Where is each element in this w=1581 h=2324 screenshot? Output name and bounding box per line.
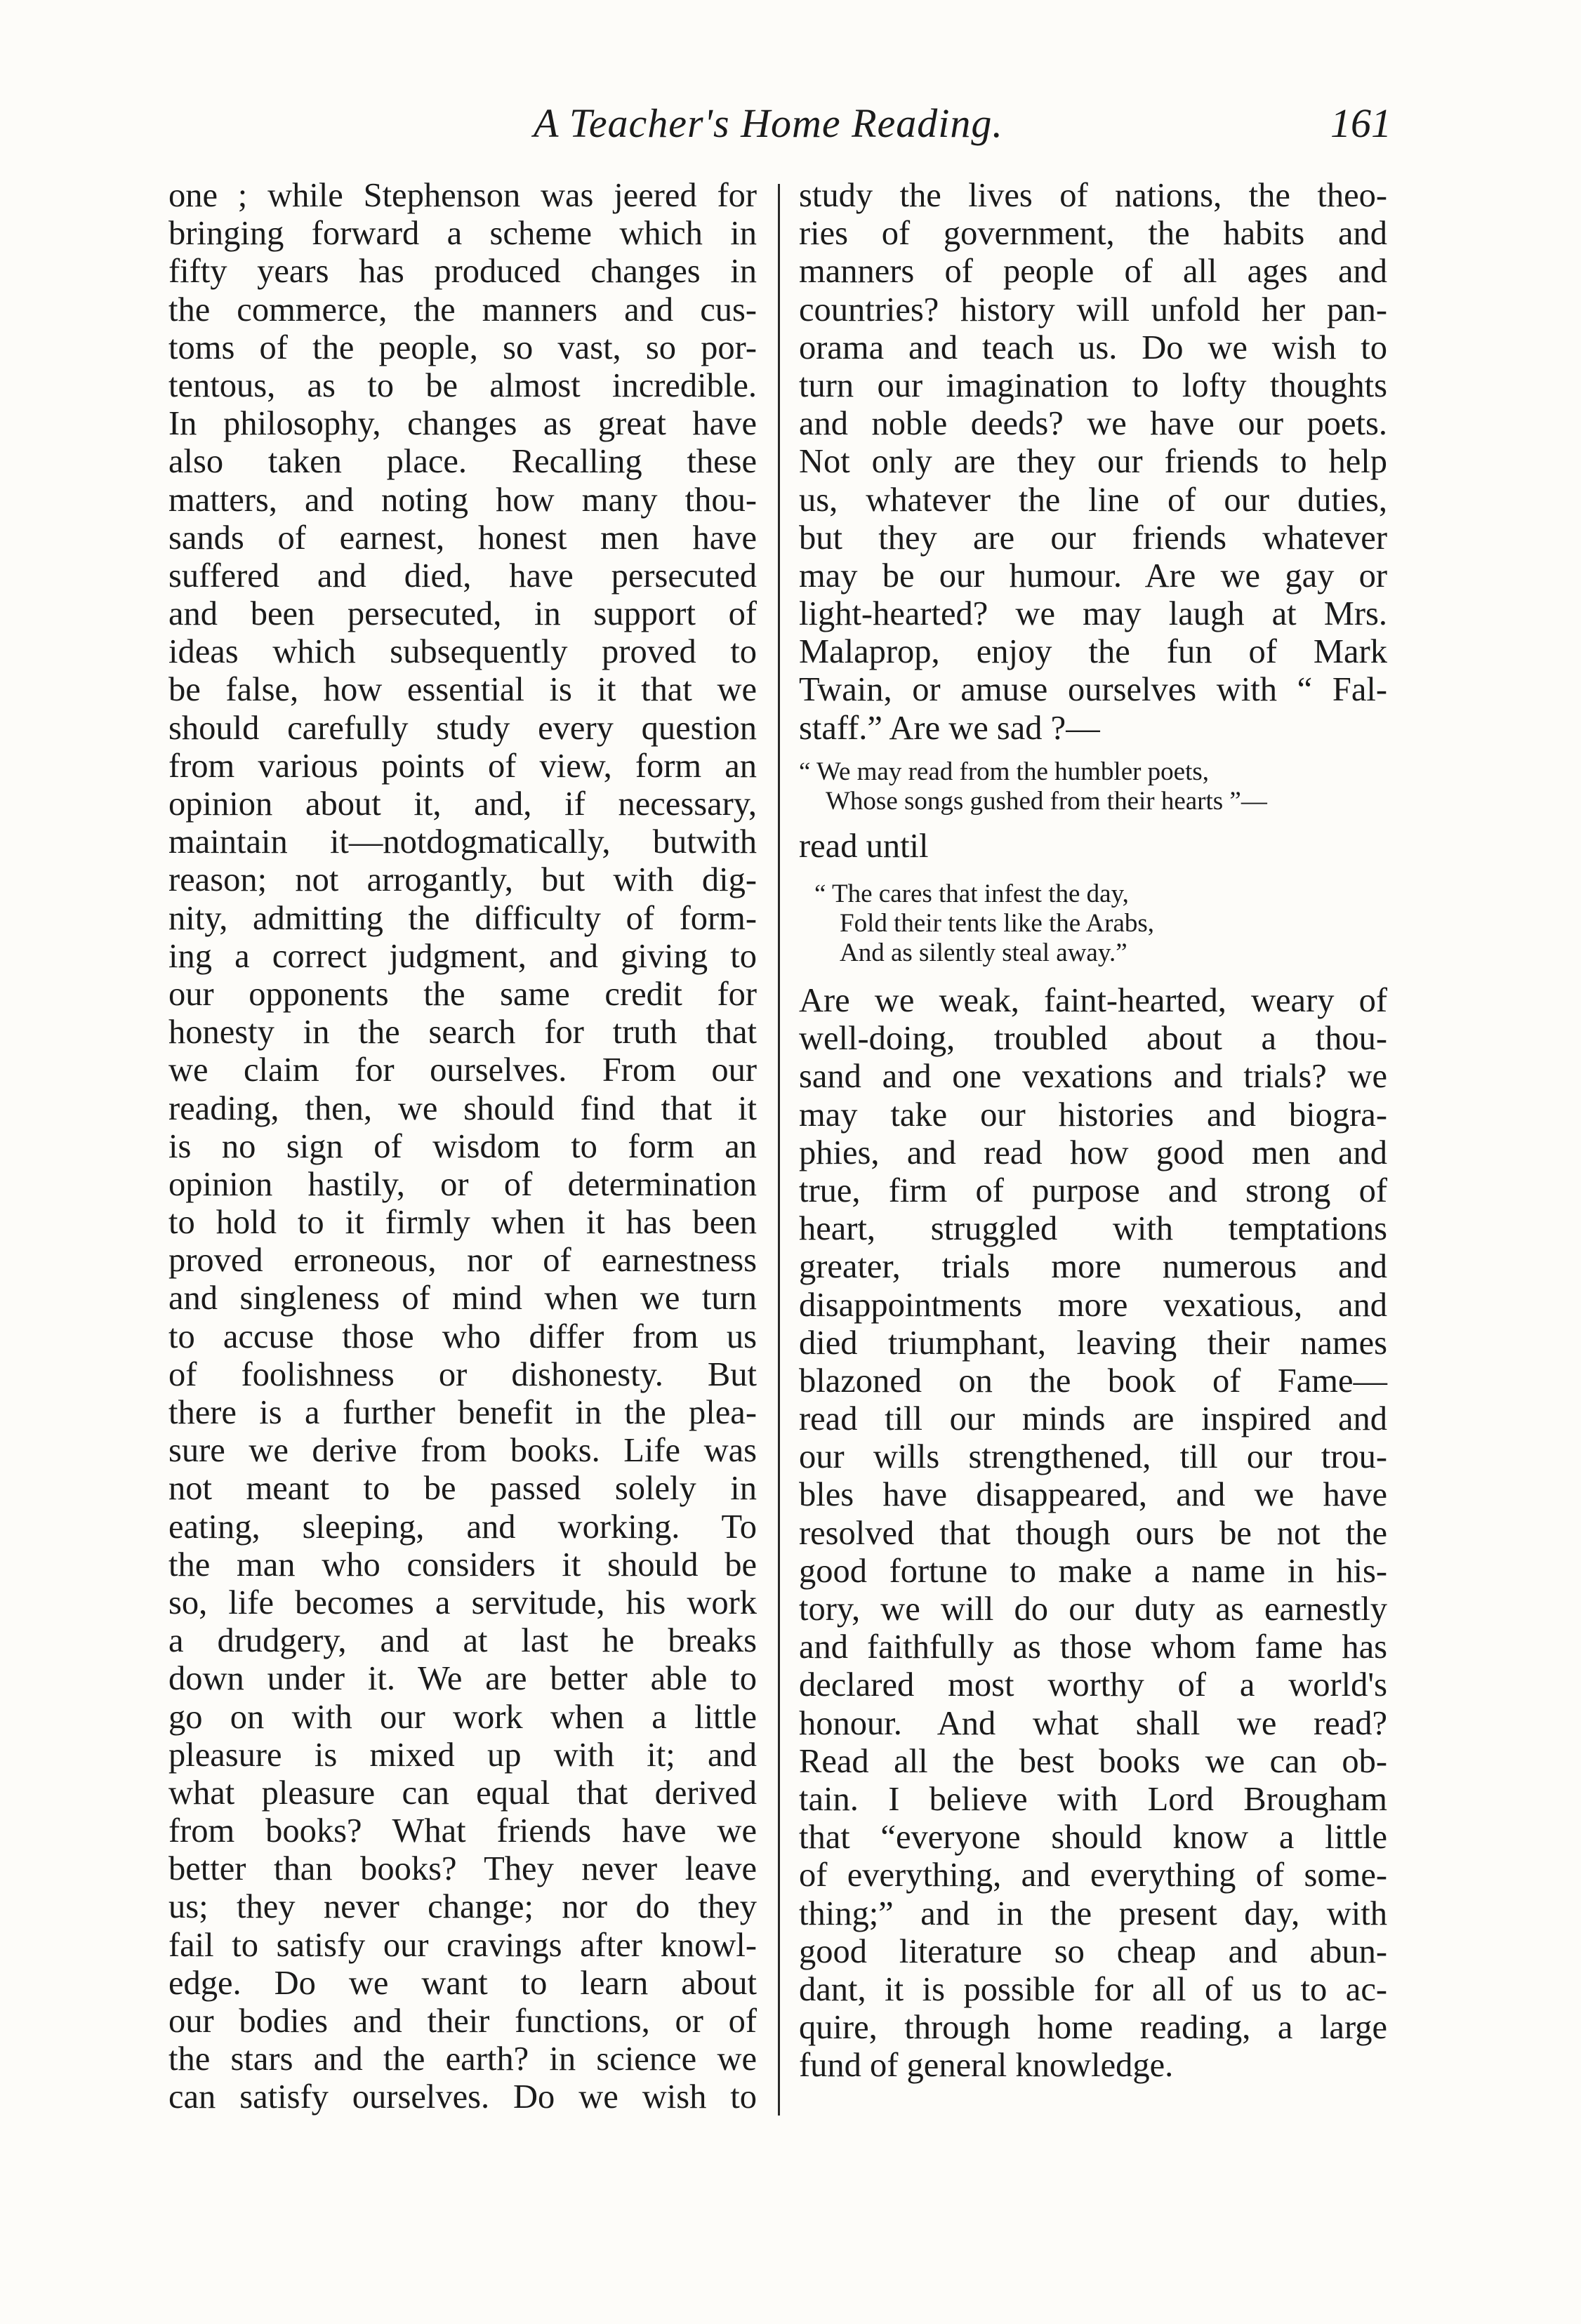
text-line: tain. I believe with Lord Brougham (799, 1780, 1387, 1818)
text-line: may be our humour. Are we gay or (799, 557, 1387, 595)
right-column (799, 177, 1387, 2085)
quote-line: “ We may read from the humbler poets, (799, 757, 1210, 786)
text-line: honour. And what shall we read? (799, 1704, 1387, 1742)
text-line: thing;” and in the present day, with (799, 1894, 1387, 1932)
text-line: bringing forward a scheme which in (168, 215, 757, 253)
text-line: well-doing, troubled about a thou- (799, 1020, 1387, 1058)
text-line: staff.” Are we sad ?— (799, 709, 1100, 747)
text-line: declared most worthy of a world's (799, 1666, 1387, 1704)
text-line: reading, then, we should find that it (168, 1089, 757, 1127)
text-line: phies, and read how good men and (799, 1134, 1387, 1171)
text-line: us; they never change; nor do they (168, 1888, 757, 1926)
text-line: of foolishness or dishonesty. But (168, 1355, 757, 1393)
text-line: a drudgery, and at last he breaks (168, 1622, 757, 1660)
text-line: reason; not arrogantly, but with dig- (168, 861, 757, 899)
text-line: read until (799, 827, 929, 865)
text-line: resolved that though ours be not the (799, 1514, 1387, 1552)
text-line: from various points of view, form an (168, 747, 757, 785)
left-column (168, 177, 757, 2117)
text-line: disappointments more vexatious, and (799, 1286, 1387, 1324)
text-line: us, whatever the line of our duties, (799, 481, 1387, 519)
text-line: not meant to be passed solely in (168, 1470, 757, 1508)
text-line: Twain, or amuse ourselves with “ Fal- (799, 671, 1387, 709)
text-line: matters, and noting how many thou- (168, 481, 757, 519)
text-line: blazoned on the book of Fame— (799, 1362, 1387, 1400)
text-line: we claim for ourselves. From our (168, 1051, 757, 1089)
text-line: study the lives of nations, the theo- (799, 177, 1387, 214)
text-line: Are we weak, faint-hearted, weary of (799, 982, 1387, 1019)
text-line: heart, struggled with temptations (799, 1210, 1387, 1248)
text-line: from books? What friends have we (168, 1812, 757, 1850)
text-line: honesty in the search for truth that (168, 1014, 757, 1051)
text-line: and been persecuted, in support of (168, 595, 757, 633)
text-line: our bodies and their functions, or of (168, 2003, 757, 2040)
running-title: A Teacher's Home Reading. (534, 100, 1003, 146)
text-line: is no sign of wisdom to form an (168, 1127, 757, 1165)
text-line: better than books? They never leave (168, 1850, 757, 1888)
text-line: ing a correct judgment, and giving to (168, 937, 757, 975)
text-line: suffered and died, have persecuted (168, 557, 757, 595)
text-line: our wills strengthened, till our trou- (799, 1438, 1387, 1476)
text-line: proved erroneous, nor of earnestness (168, 1242, 757, 1280)
page-number: 161 (1330, 100, 1391, 146)
text-line: orama and teach us. Do we wish to (799, 328, 1387, 366)
text-line: pleasure is mixed up with it; and (168, 1736, 757, 1774)
text-line: fifty years has produced changes in (168, 253, 757, 291)
text-line: true, firm of purpose and strong of (799, 1171, 1387, 1209)
text-line: tory, we will do our duty as earnestly (799, 1591, 1387, 1628)
text-line: nity, admitting the difficulty of form- (168, 899, 757, 937)
quote-line: Fold their tents like the Arabs, (840, 909, 1155, 938)
text-line: should carefully study every question (168, 709, 757, 747)
text-line: good literature so cheap and abun- (799, 1932, 1387, 1970)
text-line: be false, how essential is it that we (168, 671, 757, 709)
text-line: the man who considers it should be (168, 1546, 757, 1583)
text-line: can satisfy ourselves. Do we wish to (168, 2078, 757, 2116)
text-line: so, life becomes a servitude, his work (168, 1583, 757, 1621)
text-line: fail to satisfy our cravings after knowl- (168, 1926, 757, 1964)
text-line: manners of people of all ages and (799, 253, 1387, 291)
text-line: read till our minds are inspired and (799, 1400, 1387, 1438)
text-line: tentous, as to be almost incredible. (168, 366, 757, 404)
text-line: quire, through home reading, a large (799, 2009, 1387, 2047)
text-line: sand and one vexations and trials? we (799, 1058, 1387, 1096)
text-line: the stars and the earth? in science we (168, 2040, 757, 2078)
text-line: ideas which subsequently proved to (168, 633, 757, 671)
text-line: may take our histories and biogra- (799, 1096, 1387, 1134)
text-line: and faithfully as those whom fame has (799, 1628, 1387, 1666)
text-line: to hold to it firmly when it has been (168, 1204, 757, 1242)
text-line: eating, sleeping, and working. To (168, 1508, 757, 1546)
text-line: to accuse those who differ from us (168, 1317, 757, 1355)
text-line: our opponents the same credit for (168, 975, 757, 1013)
text-line: and noble deeds? we have our poets. (799, 405, 1387, 443)
text-line: there is a further benefit in the plea- (168, 1394, 757, 1431)
text-line: Read all the best books we can ob- (799, 1742, 1387, 1780)
text-line: bles have disappeared, and we have (799, 1476, 1387, 1514)
text-line: countries? history will unfold her pan- (799, 291, 1387, 328)
column-divider (778, 184, 780, 2116)
text-line: dant, it is possible for all of us to ac- (799, 1970, 1387, 2008)
text-line: and singleness of mind when we turn (168, 1280, 757, 1317)
text-line: fund of general knowledge. (799, 2047, 1174, 2085)
text-line: sands of earnest, honest men have (168, 519, 757, 557)
text-line: opinion hastily, or of determination (168, 1165, 757, 1203)
text-line: also taken place. Recalling these (168, 443, 757, 481)
text-line: Malaprop, enjoy the fun of Mark (799, 633, 1387, 671)
text-line: turn our imagination to lofty thoughts (799, 366, 1387, 404)
poem-quote-cares-of-the-day (799, 879, 1387, 968)
text-line: greater, trials more numerous and (799, 1248, 1387, 1286)
text-line: edge. Do we want to learn about (168, 1964, 757, 2002)
text-line: Not only are they our friends to help (799, 443, 1387, 481)
text-line: but they are our friends whatever (799, 519, 1387, 557)
text-line: good fortune to make a name in his- (799, 1552, 1387, 1590)
text-line: In philosophy, changes as great have (168, 405, 757, 443)
text-line: that “everyone should know a little (799, 1819, 1387, 1857)
text-line: sure we derive from books. Life was (168, 1432, 757, 1470)
text-line: of everything, and everything of some- (799, 1857, 1387, 1894)
running-header (168, 100, 1391, 149)
text-line: one ; while Stephenson was jeered for (168, 177, 757, 214)
text-line: what pleasure can equal that derived (168, 1774, 757, 1812)
text-line: the commerce, the manners and cus- (168, 291, 757, 328)
text-line: maintain it—notdogmatically, butwith (168, 823, 757, 861)
text-line: toms of the people, so vast, so por- (168, 328, 757, 366)
text-line: opinion about it, and, if necessary, (168, 785, 757, 823)
text-line: down under it. We are better able to (168, 1660, 757, 1698)
text-line: died triumphant, leaving their names (799, 1324, 1387, 1362)
text-line: go on with our work when a little (168, 1698, 757, 1736)
text-line: light-hearted? we may laugh at Mrs. (799, 595, 1387, 633)
poem-quote-humbler-poets (799, 757, 1387, 816)
quote-line: And as silently steal away.” (840, 938, 1127, 967)
quote-line: Whose songs gushed from their hearts ”— (826, 786, 1267, 816)
quote-line: “ The cares that infest the day, (814, 879, 1129, 908)
text-line: ries of government, the habits and (799, 215, 1387, 253)
